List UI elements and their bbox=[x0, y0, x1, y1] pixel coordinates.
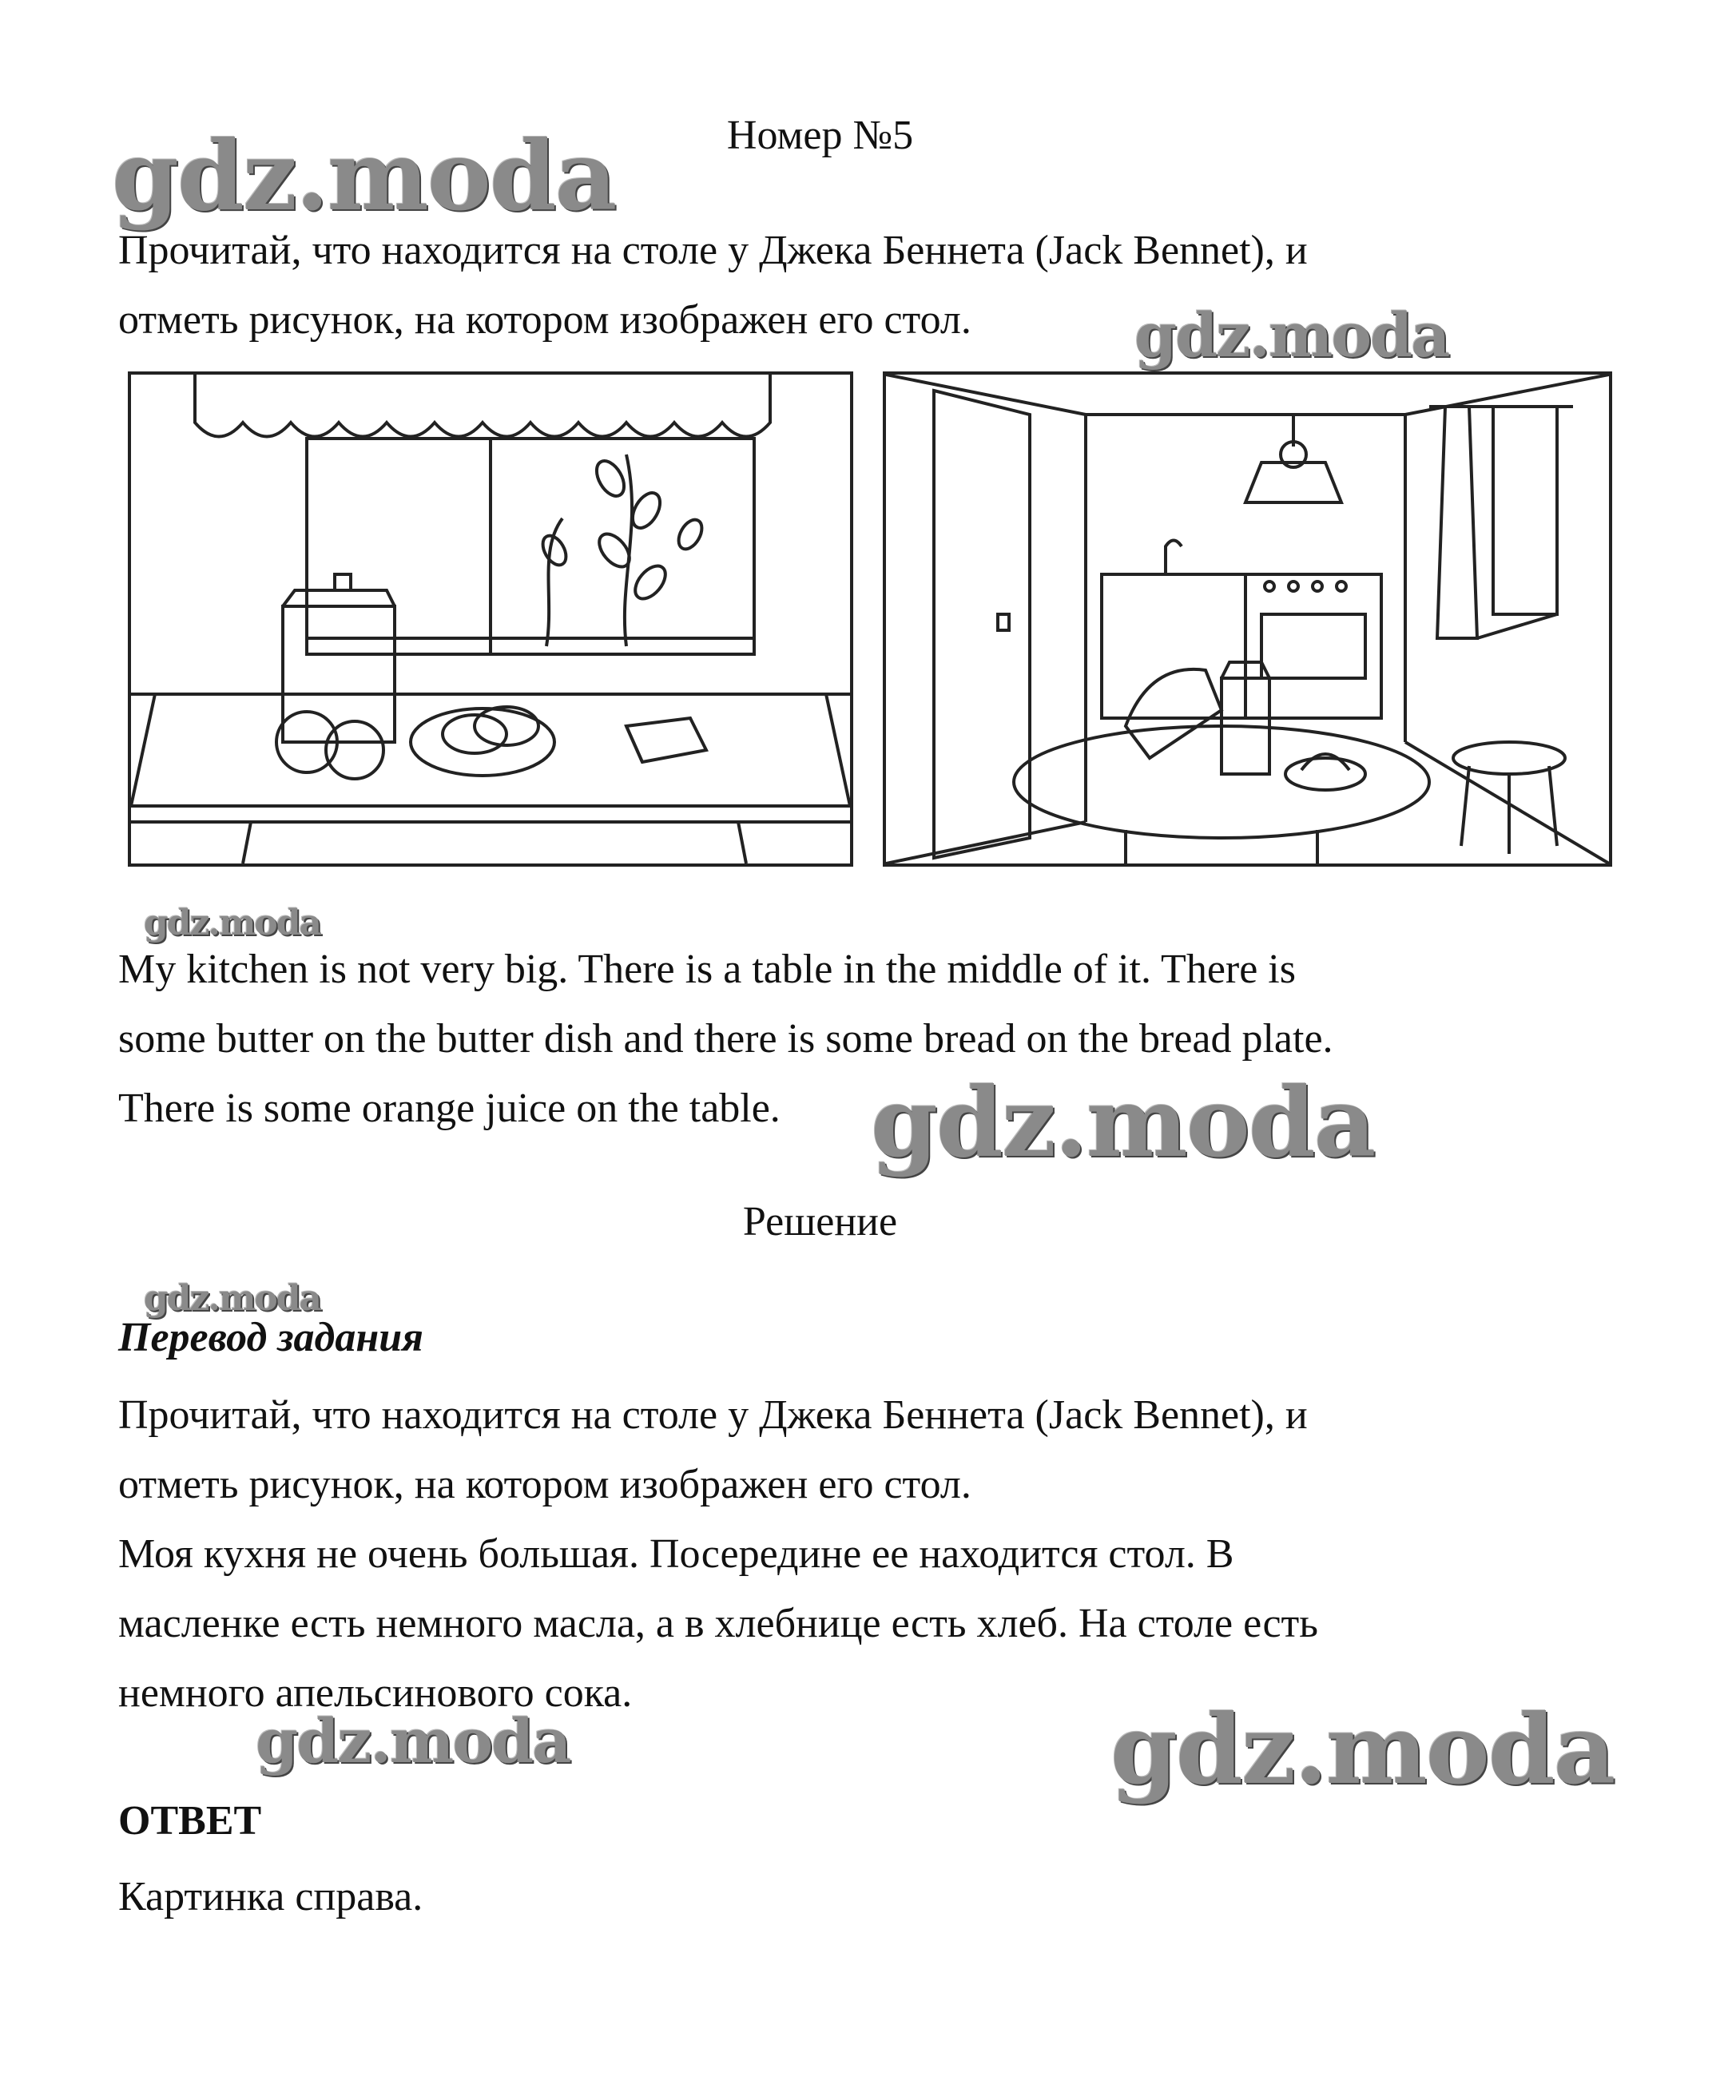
english-passage bbox=[118, 935, 1636, 1143]
translation-line: масленке есть немного масла, а в хлебнице есть хлеб. На столе есть bbox=[118, 1601, 1318, 1646]
watermark: gdz.moda bbox=[871, 1066, 1375, 1179]
watermark: gdz.moda bbox=[112, 120, 616, 232]
answer-text: Картинка справа. bbox=[118, 1874, 423, 1919]
translation-line: немного апельсинового сока. bbox=[118, 1670, 633, 1716]
watermark: gdz.moda bbox=[1134, 300, 1449, 371]
passage-line: My kitchen is not very big. There is a table in the middle of it. There is bbox=[118, 947, 1296, 992]
kitchen-window-table-icon bbox=[131, 375, 850, 863]
translation-heading: Перевод задания bbox=[118, 1315, 423, 1360]
passage-line: some butter on the butter dish and there is some bread on the bread plate. bbox=[118, 1016, 1333, 1062]
page-title: Номер №5 bbox=[726, 113, 914, 158]
translation-line: Прочитай, что находится на столе у Джека Беннета (Jack Bennet), и bbox=[118, 1392, 1308, 1438]
solution-title: Решение bbox=[742, 1199, 898, 1245]
kitchen-round-table-illustration[interactable] bbox=[883, 371, 1612, 867]
watermark: gdz.moda bbox=[1110, 1693, 1615, 1806]
translation-line: Моя кухня не очень большая. Посередине ее находится стол. В bbox=[118, 1531, 1234, 1577]
watermark: gdz.moda bbox=[144, 903, 321, 943]
task-text bbox=[118, 216, 1636, 355]
task-line: отметь рисунок, на котором изображен его стол. bbox=[118, 297, 971, 343]
kitchen-round-table-icon bbox=[886, 375, 1609, 863]
kitchen-window-table-illustration[interactable] bbox=[128, 371, 853, 867]
answer-heading: ОТВЕТ bbox=[118, 1798, 262, 1844]
task-line: Прочитай, что находится на столе у Джека Беннета (Jack Bennet), и bbox=[118, 228, 1308, 273]
translation-text bbox=[118, 1380, 1636, 1728]
watermark: gdz.moda bbox=[144, 1278, 321, 1319]
translation-line: отметь рисунок, на котором изображен его стол. bbox=[118, 1462, 971, 1507]
passage-line: There is some orange juice on the table. bbox=[118, 1086, 781, 1131]
watermark: gdz.moda bbox=[256, 1705, 570, 1776]
